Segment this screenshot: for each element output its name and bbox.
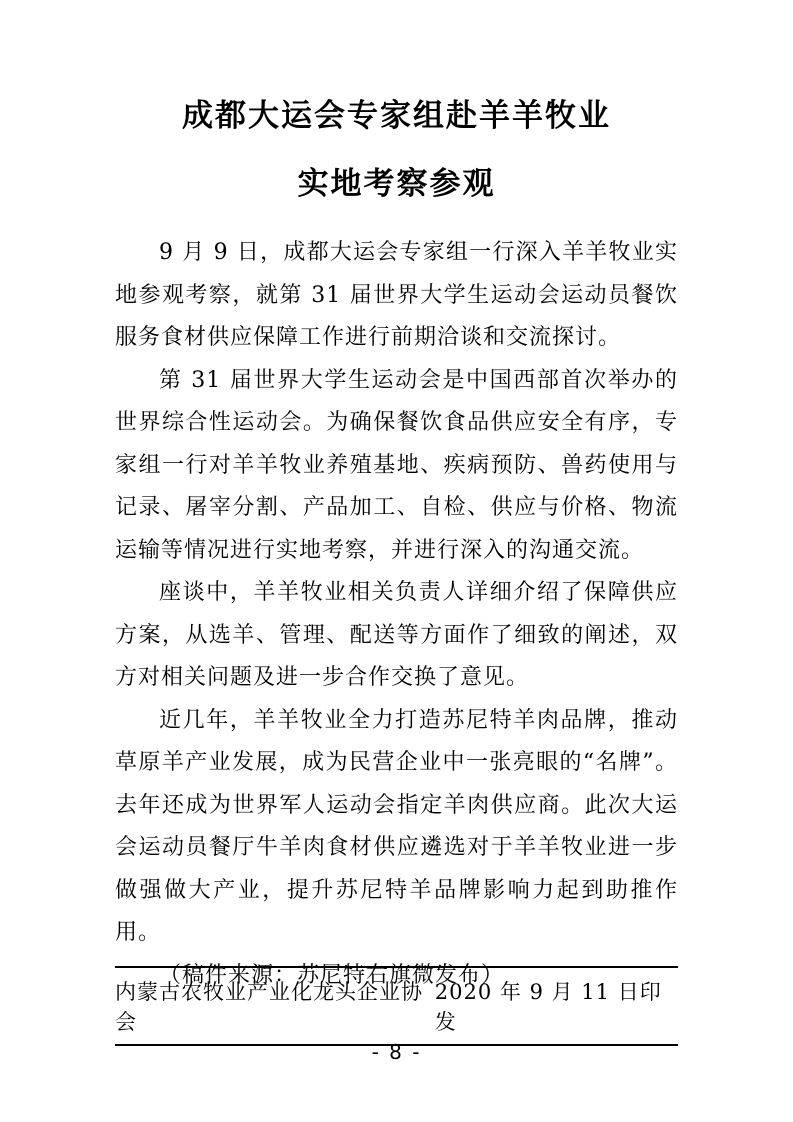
footer-print-date: 2020 年 9 月 11 日印发 xyxy=(434,980,662,1034)
page-number: - 8 - xyxy=(371,1040,422,1064)
document-content xyxy=(115,96,678,997)
paragraph-3: 座谈中，羊羊牧业相关负责人详细介绍了保障供应方案，从选羊、管理、配送等方面作了细致的阐述，双方对相关问题及进一步合作交换了意见。 xyxy=(115,580,678,690)
document-body xyxy=(115,232,678,997)
paragraph-2: 第 31 届世界大学生运动会是中国西部首次举办的世界综合性运动会。为确保餐饮食品供应安全有序，专家组一行对羊羊牧业养殖基地、疾病预防、兽药使用与记录、屠宰分割、产品加工、自检、供应与价格、物流运输等情况进行实地考察，并进行深入的沟通交流。 xyxy=(115,367,678,563)
footer-issuer: 内蒙古农牧业产业化龙头企业协会 xyxy=(115,980,423,1034)
document-title-line2: 实地考察参观 xyxy=(297,166,496,202)
paragraph-4: 近几年，羊羊牧业全力打造苏尼特羊肉品牌，推动草原羊产业发展，成为民营企业中一张亮眼的“名牌”。去年还成为世界军人运动会指定羊肉供应商。此次大运会运动员餐厅牛羊肉食材供应遴选对于羊羊牧业进一步做强做大产业，提升苏尼特羊品牌影响力起到助推作用。 xyxy=(115,707,678,945)
source-attribution: （稿件来源：苏尼特右旗微发布） xyxy=(159,962,505,988)
document-footer xyxy=(115,966,678,1046)
document-title-line1: 成都大运会专家组赴羊羊牧业 xyxy=(182,98,611,134)
paragraph-1: 9 月 9 日，成都大运会专家组一行深入羊羊牧业实地参观考察，就第 31 届世界大学生运动会运动员餐饮服务食材供应保障工作进行前期洽谈和交流探讨。 xyxy=(115,240,678,350)
